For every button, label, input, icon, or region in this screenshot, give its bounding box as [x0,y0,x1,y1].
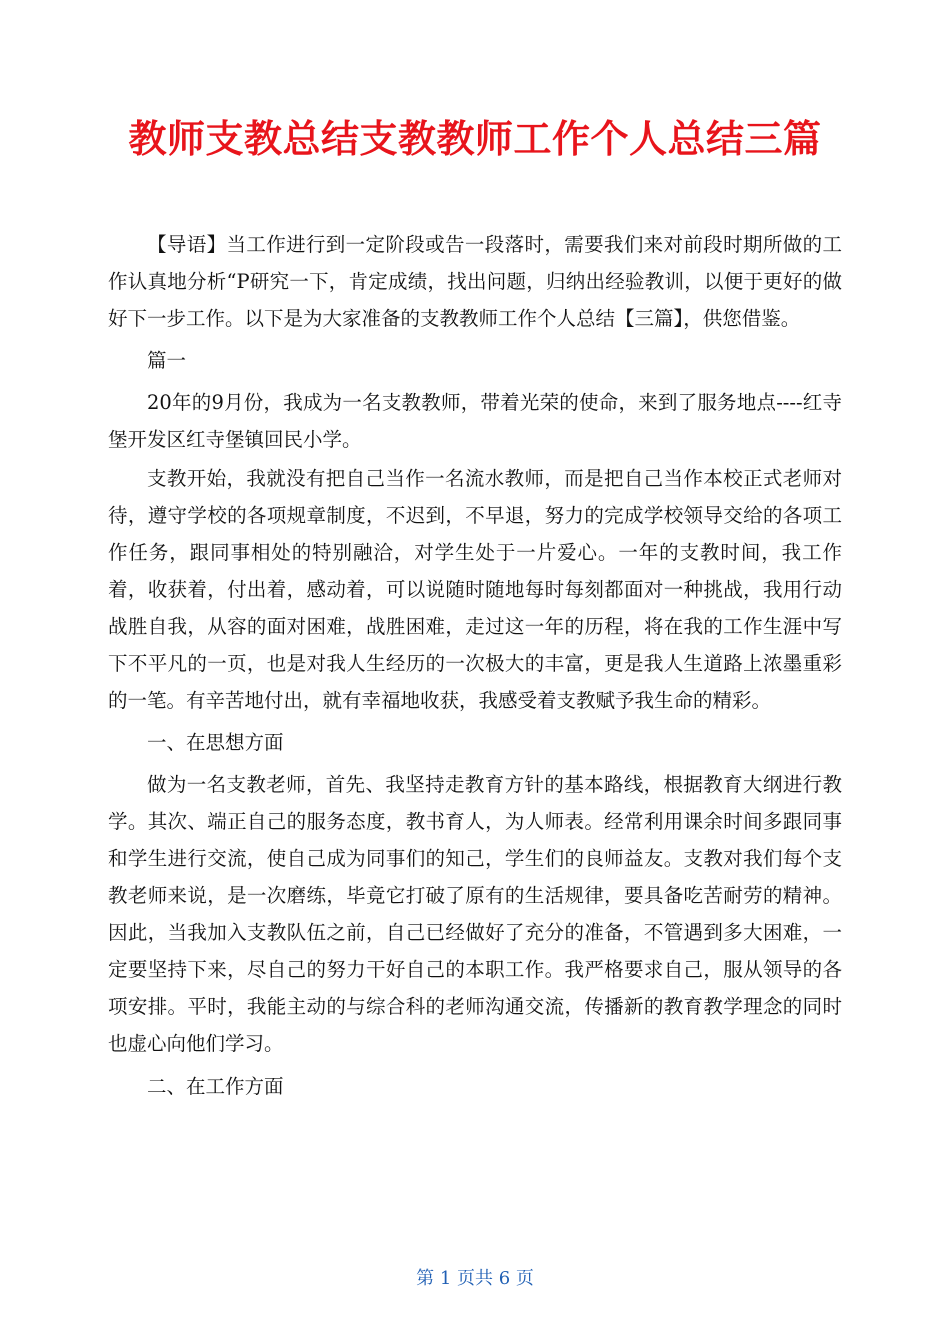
body-paragraph: 支教开始，我就没有把自己当作一名流水教师，而是把自己当作本校正式老师对待，遵守学校的各项规章制度，不迟到，不早退，努力的完成学校领导交给的各项工作任务，跟同事相处的特别融洽，对学生处于一片爱心。一年的支教时间，我工作着，收获着，付出着，感动着，可以说随时随地每时每刻都面对一种挑战，我用行动战胜自我，从容的面对困难，战胜困难，走过这一年的历程，将在我的工作生涯中写下不平凡的一页，也是对我人生经历的一次极大的丰富，更是我人生道路上浓墨重彩的一笔。有辛苦地付出，就有幸福地收获，我感受着支教赋予我生命的精彩。 [108,467,842,712]
page-number-footer: 第 1 页共 6 页 [416,1268,534,1289]
body-paragraph: 20年的9月份，我成为一名支教教师，带着光荣的使命，来到了服务地点----红寺堡开发区红寺堡镇回民小学。 [108,391,842,451]
section-heading-thought: 一、在思想方面 [147,731,284,754]
intro-paragraph: 【导语】当工作进行到一定阶段或告一段落时，需要我们来对前段时期所做的工作认真地分析“P研究一下，肯定成绩，找出问题，归纳出经验教训，以便于更好的做好下一步工作。以下是为大家准备的支教教师工作个人总结【三篇】，供您借鉴。 [108,233,842,330]
document-title: 教师支教总结支教教师工作个人总结三篇 [128,117,822,161]
document-body [108,226,842,1110]
body-paragraph: 做为一名支教老师，首先、我坚持走教育方针的基本路线，根据教育大纲进行教学。其次、端正自己的服务态度，教书育人，为人师表。经常利用课余时间多跟同事和学生进行交流，使自己成为同事们的知己，学生们的良师益友。支教对我们每个支教老师来说，是一次磨练，毕竟它打破了原有的生活规律，要具备吃苦耐劳的精神。因此，当我加入支教队伍之前，自己已经做好了充分的准备，不管遇到多大困难，一定要坚持下来，尽自己的努力干好自己的本职工作。我严格要求自己，服从领导的各项安排。平时，我能主动的与综合科的老师沟通交流，传播新的教育教学理念的同时也虚心向他们学习。 [108,773,842,1055]
section-heading-work: 二、在工作方面 [147,1075,284,1098]
section-heading-part-one: 篇一 [147,349,187,372]
